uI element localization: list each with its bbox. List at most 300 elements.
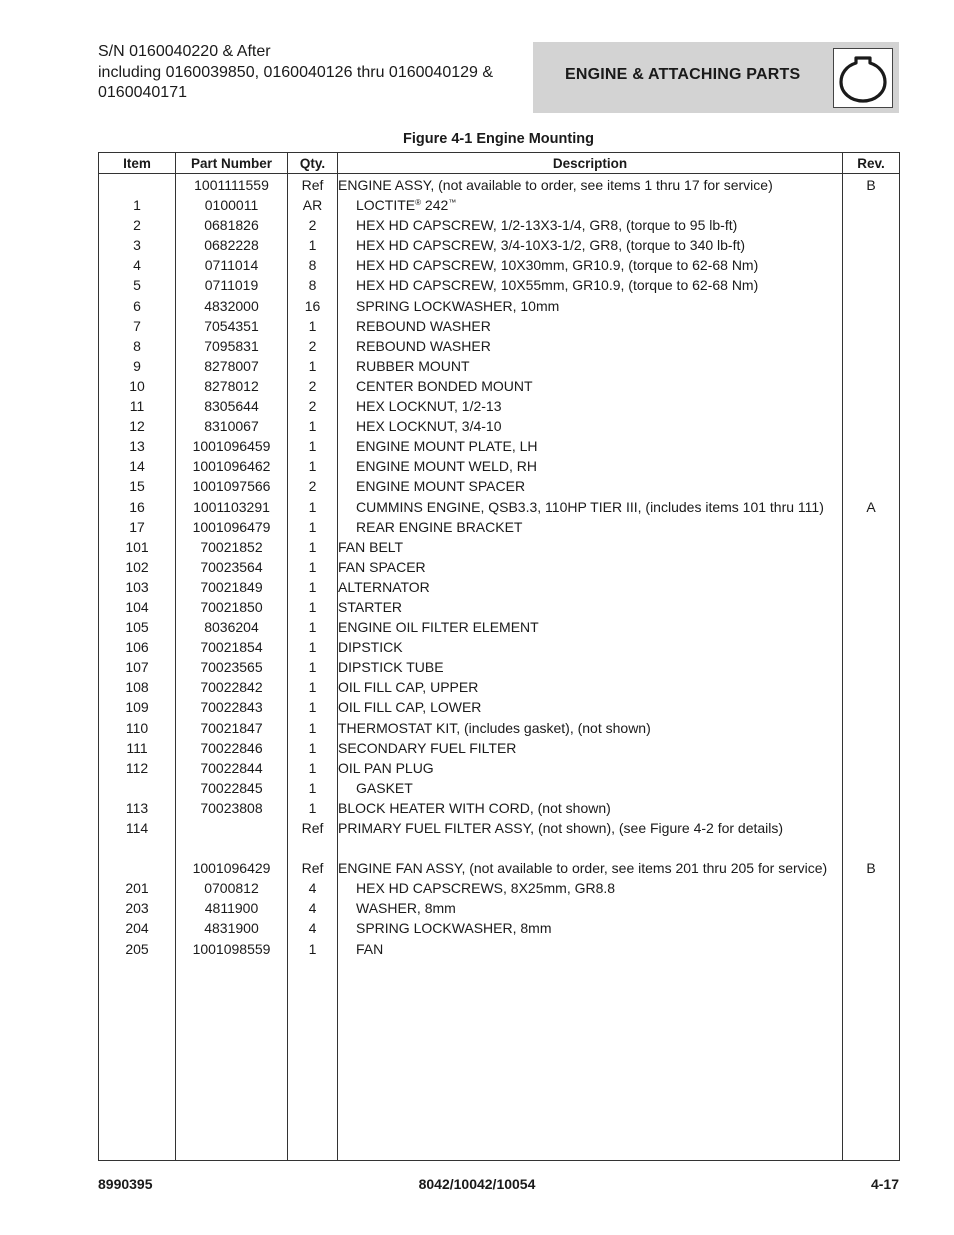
table-row: [99, 657, 900, 677]
table-row: [99, 818, 900, 838]
rev-cell: [843, 436, 900, 456]
part-number-cell: 1001096462: [176, 456, 288, 476]
qty-cell: 1: [288, 657, 338, 677]
qty-cell: 1: [288, 517, 338, 537]
description-cell: [338, 416, 843, 436]
description-cell: [338, 557, 843, 577]
table-row: [99, 174, 900, 196]
description-cell: [338, 657, 843, 677]
description-cell: [338, 255, 843, 275]
item-number-cell: [99, 838, 176, 858]
rev-cell: [843, 878, 900, 898]
engine-outline-icon: [833, 48, 893, 108]
description-text: FAN SPACER: [338, 558, 426, 575]
rev-cell: [843, 396, 900, 416]
rev-cell: [843, 215, 900, 235]
rev-cell: [843, 476, 900, 496]
rev-cell: B: [843, 858, 900, 878]
item-number-cell: 9: [99, 356, 176, 376]
qty-cell: 2: [288, 336, 338, 356]
qty-cell: 1: [288, 316, 338, 336]
part-number-cell: 70022842: [176, 677, 288, 697]
description-text: FAN BELT: [338, 538, 404, 555]
qty-cell: 1: [288, 637, 338, 657]
description-cell: [338, 878, 843, 898]
description-cell: [338, 597, 843, 617]
serial-number-block: [98, 42, 528, 104]
rev-cell: [843, 818, 900, 838]
qty-cell: 2: [288, 396, 338, 416]
empty-cell: [176, 959, 288, 1161]
description-text: WASHER, 8mm: [356, 900, 456, 917]
rev-cell: [843, 597, 900, 617]
empty-cell: [338, 959, 843, 1161]
column-header-qty: Qty.: [288, 153, 338, 174]
rev-cell: [843, 939, 900, 959]
table-row: [99, 798, 900, 818]
qty-cell: 1: [288, 557, 338, 577]
description-text: RUBBER MOUNT: [356, 357, 470, 374]
rev-cell: A: [843, 497, 900, 517]
qty-cell: [288, 838, 338, 858]
description-text: HEX LOCKNUT, 3/4-10: [356, 418, 502, 435]
part-number-cell: 70022845: [176, 778, 288, 798]
rev-cell: [843, 537, 900, 557]
description-cell: [338, 195, 843, 215]
item-number-cell: 14: [99, 456, 176, 476]
description-cell: [338, 818, 843, 838]
description-text: HEX HD CAPSCREW, 10X30mm, GR10.9, (torque to 62-68 Nm): [356, 257, 759, 274]
description-cell: [338, 838, 843, 858]
table-row: [99, 316, 900, 336]
qty-cell: Ref: [288, 174, 338, 196]
description-cell: [338, 476, 843, 496]
column-header-description: Description: [338, 153, 843, 174]
table-row: [99, 416, 900, 436]
table-row: [99, 336, 900, 356]
description-text: SECONDARY FUEL FILTER: [338, 739, 517, 756]
description-cell: [338, 396, 843, 416]
table-row: [99, 215, 900, 235]
description-text: DIPSTICK: [338, 639, 403, 656]
part-number-cell: 1001096429: [176, 858, 288, 878]
table-row: [99, 918, 900, 938]
rev-cell: [843, 617, 900, 637]
part-number-cell: 8278007: [176, 356, 288, 376]
description-text: HEX LOCKNUT, 1/2-13: [356, 398, 502, 415]
item-number-cell: 108: [99, 677, 176, 697]
part-number-cell: 70021854: [176, 637, 288, 657]
part-number-cell: 1001111559: [176, 174, 288, 196]
part-number-cell: 70023564: [176, 557, 288, 577]
description-cell: [338, 174, 843, 196]
section-title: ENGINE & ATTACHING PARTS: [565, 66, 801, 83]
table-row: [99, 537, 900, 557]
column-header-item: Item: [99, 153, 176, 174]
part-number-cell: 1001098559: [176, 939, 288, 959]
item-number-cell: [99, 174, 176, 196]
item-number-cell: 110: [99, 718, 176, 738]
qty-cell: 1: [288, 356, 338, 376]
qty-cell: 1: [288, 597, 338, 617]
qty-cell: 1: [288, 456, 338, 476]
description-text: HEX HD CAPSCREW, 10X55mm, GR10.9, (torque to 62-68 Nm): [356, 277, 759, 294]
part-number-cell: 70021849: [176, 577, 288, 597]
description-text: FAN: [356, 940, 384, 957]
empty-cell: [288, 959, 338, 1161]
item-number-cell: 107: [99, 657, 176, 677]
qty-cell: 2: [288, 376, 338, 396]
item-number-cell: 105: [99, 617, 176, 637]
rev-cell: [843, 376, 900, 396]
qty-cell: 1: [288, 697, 338, 717]
table-header-row: [99, 153, 900, 174]
part-number-cell: 1001097566: [176, 476, 288, 496]
item-number-cell: 203: [99, 898, 176, 918]
trademark-mark: ™: [448, 198, 457, 208]
rev-cell: [843, 517, 900, 537]
item-number-cell: 204: [99, 918, 176, 938]
empty-cell: [99, 959, 176, 1161]
qty-cell: 1: [288, 416, 338, 436]
description-text: HEX HD CAPSCREW, 1/2-13X3-1/4, GR8, (torque to 95 lb-ft): [356, 217, 738, 234]
part-number-cell: 4832000: [176, 296, 288, 316]
item-number-cell: 13: [99, 436, 176, 456]
table-row: [99, 597, 900, 617]
rev-cell: [843, 697, 900, 717]
qty-cell: 2: [288, 476, 338, 496]
rev-cell: [843, 718, 900, 738]
description-cell: [338, 517, 843, 537]
rev-cell: [843, 235, 900, 255]
description-cell: [338, 577, 843, 597]
table-row: [99, 296, 900, 316]
table-row: [99, 898, 900, 918]
description-cell: [338, 677, 843, 697]
part-number-cell: 0681826: [176, 215, 288, 235]
description-cell: [338, 738, 843, 758]
qty-cell: 1: [288, 235, 338, 255]
description-cell: [338, 778, 843, 798]
part-number-cell: 4811900: [176, 898, 288, 918]
description-text: HEX HD CAPSCREWS, 8X25mm, GR8.8: [356, 880, 616, 897]
qty-cell: 1: [288, 497, 338, 517]
rev-cell: [843, 255, 900, 275]
serial-line: S/N 0160040220 & After: [98, 43, 271, 60]
description-text: ENGINE FAN ASSY, (not available to order, see items 201 thru 205 for service): [338, 860, 828, 877]
qty-cell: AR: [288, 195, 338, 215]
serial-line: including 0160039850, 0160040126 thru 0160040129 &: [98, 63, 494, 81]
rev-cell: [843, 416, 900, 436]
part-number-cell: 70023565: [176, 657, 288, 677]
rev-cell: [843, 898, 900, 918]
table-row: [99, 738, 900, 758]
table-row: [99, 617, 900, 637]
part-number-cell: 1001103291: [176, 497, 288, 517]
rev-cell: [843, 275, 900, 295]
description-text: SPRING LOCKWASHER, 8mm: [356, 920, 552, 937]
part-number-cell: 0100011: [176, 195, 288, 215]
description-text: GASKET: [356, 779, 413, 796]
description-text: ALTERNATOR: [338, 578, 430, 595]
description-text: ENGINE OIL FILTER ELEMENT: [338, 619, 539, 636]
item-number-cell: 16: [99, 497, 176, 517]
qty-cell: 16: [288, 296, 338, 316]
description-text: PRIMARY FUEL FILTER ASSY, (not shown), (see Figure 4-2 for details): [338, 820, 784, 836]
table-row: [99, 939, 900, 959]
rev-cell: [843, 356, 900, 376]
rev-cell: [843, 838, 900, 858]
qty-cell: Ref: [288, 858, 338, 878]
item-number-cell: 109: [99, 697, 176, 717]
item-number-cell: 111: [99, 738, 176, 758]
document-number: 8990395: [98, 1176, 153, 1192]
description-text: OIL FILL CAP, UPPER: [338, 679, 479, 696]
qty-cell: 1: [288, 677, 338, 697]
item-number-cell: 3: [99, 235, 176, 255]
item-number-cell: 1: [99, 195, 176, 215]
part-number-cell: 1001096459: [176, 436, 288, 456]
parts-table-body: [99, 174, 900, 1161]
rev-cell: [843, 316, 900, 336]
item-number-cell: 6: [99, 296, 176, 316]
qty-cell: 8: [288, 255, 338, 275]
table-row: [99, 697, 900, 717]
item-number-cell: 104: [99, 597, 176, 617]
table-row: [99, 396, 900, 416]
qty-cell: 1: [288, 537, 338, 557]
qty-cell: 1: [288, 577, 338, 597]
description-text: ENGINE ASSY, (not available to order, see items 1 thru 17 for service): [338, 177, 773, 193]
description-text: ENGINE MOUNT WELD, RH: [356, 458, 537, 475]
rev-cell: [843, 677, 900, 697]
part-number-cell: 70022844: [176, 758, 288, 778]
description-cell: [338, 537, 843, 557]
part-number-cell: 70021852: [176, 537, 288, 557]
rev-cell: [843, 557, 900, 577]
part-number-cell: 70023808: [176, 798, 288, 818]
table-row: [99, 456, 900, 476]
description-text: CUMMINS ENGINE, QSB3.3, 110HP TIER III, (includes items 101 thru 111): [356, 498, 824, 515]
part-number-cell: 7095831: [176, 336, 288, 356]
qty-cell: 4: [288, 898, 338, 918]
table-row: [99, 497, 900, 517]
column-header-rev: Rev.: [843, 153, 900, 174]
part-number-cell: 70022846: [176, 738, 288, 758]
part-number-cell: 70021850: [176, 597, 288, 617]
item-number-cell: 2: [99, 215, 176, 235]
rev-cell: [843, 336, 900, 356]
qty-cell: 1: [288, 798, 338, 818]
rev-cell: [843, 918, 900, 938]
description-suffix: 242: [421, 197, 449, 214]
description-cell: [338, 456, 843, 476]
table-row: [99, 677, 900, 697]
item-number-cell: 201: [99, 878, 176, 898]
part-number-cell: 1001096479: [176, 517, 288, 537]
description-cell: [338, 697, 843, 717]
model-numbers: 8042/10042/10054: [418, 1176, 536, 1192]
part-number-cell: 0711014: [176, 255, 288, 275]
description-text: REAR ENGINE BRACKET: [356, 518, 523, 535]
item-number-cell: 101: [99, 537, 176, 557]
empty-cell: [843, 959, 900, 1161]
description-text: REBOUND WASHER: [356, 317, 491, 334]
description-cell: [338, 316, 843, 336]
qty-cell: 2: [288, 215, 338, 235]
item-number-cell: 205: [99, 939, 176, 959]
description-cell: [338, 215, 843, 235]
rev-cell: [843, 738, 900, 758]
description-cell: [338, 718, 843, 738]
description-text: ENGINE MOUNT PLATE, LH: [356, 438, 538, 455]
rev-cell: [843, 758, 900, 778]
column-header-part-number: Part Number: [176, 153, 288, 174]
description-cell: [338, 497, 843, 517]
part-number-cell: 8310067: [176, 416, 288, 436]
table-row: [99, 838, 900, 858]
table-row: [99, 235, 900, 255]
part-number-cell: 8305644: [176, 396, 288, 416]
description-cell: [338, 939, 843, 959]
section-tab: [533, 42, 899, 113]
table-row: [99, 376, 900, 396]
table-row: [99, 255, 900, 275]
rev-cell: [843, 637, 900, 657]
description-text: SPRING LOCKWASHER, 10mm: [356, 297, 560, 314]
item-number-cell: 4: [99, 255, 176, 275]
part-number-cell: 0711019: [176, 275, 288, 295]
item-number-cell: 10: [99, 376, 176, 396]
table-row: [99, 718, 900, 738]
description-text: THERMOSTAT KIT, (includes gasket), (not shown): [338, 719, 651, 736]
description-text: REBOUND WASHER: [356, 337, 491, 354]
table-row: [99, 758, 900, 778]
part-number-cell: [176, 838, 288, 858]
description-text: HEX HD CAPSCREW, 3/4-10X3-1/2, GR8, (torque to 340 lb-ft): [356, 237, 746, 254]
description-text: CENTER BONDED MOUNT: [356, 377, 533, 394]
table-row: [99, 858, 900, 878]
qty-cell: 1: [288, 436, 338, 456]
table-row: [99, 517, 900, 537]
table-row: [99, 476, 900, 496]
item-number-cell: 12: [99, 416, 176, 436]
description-text: OIL PAN PLUG: [338, 759, 434, 776]
table-row: [99, 275, 900, 295]
description-cell: [338, 617, 843, 637]
description-cell: [338, 918, 843, 938]
item-number-cell: 8: [99, 336, 176, 356]
table-filler-row: [99, 959, 900, 1161]
qty-cell: 1: [288, 718, 338, 738]
description-cell: [338, 275, 843, 295]
item-number-cell: 15: [99, 476, 176, 496]
table-row: [99, 637, 900, 657]
description-cell: [338, 858, 843, 878]
qty-cell: 4: [288, 878, 338, 898]
item-number-cell: 113: [99, 798, 176, 818]
part-number-cell: 70022843: [176, 697, 288, 717]
table-row: [99, 577, 900, 597]
figure-title: Figure 4-1 Engine Mounting: [403, 131, 594, 147]
description-text: DIPSTICK TUBE: [338, 659, 444, 676]
description-text: STARTER: [338, 598, 403, 615]
serial-line: 0160040171: [98, 84, 187, 101]
item-number-cell: 114: [99, 818, 176, 838]
description-cell: [338, 235, 843, 255]
qty-cell: 8: [288, 275, 338, 295]
rev-cell: [843, 577, 900, 597]
part-number-cell: [176, 818, 288, 838]
qty-cell: 1: [288, 939, 338, 959]
item-number-cell: [99, 858, 176, 878]
qty-cell: 1: [288, 738, 338, 758]
registered-mark: ®: [415, 198, 422, 208]
part-number-cell: 8278012: [176, 376, 288, 396]
description-text: LOCTITE: [356, 197, 416, 214]
part-number-cell: 7054351: [176, 316, 288, 336]
rev-cell: [843, 195, 900, 215]
table-row: [99, 778, 900, 798]
part-number-cell: 4831900: [176, 918, 288, 938]
item-number-cell: 112: [99, 758, 176, 778]
part-number-cell: 0700812: [176, 878, 288, 898]
description-cell: [338, 637, 843, 657]
part-number-cell: 0682228: [176, 235, 288, 255]
rev-cell: [843, 456, 900, 476]
description-cell: [338, 898, 843, 918]
description-text: ENGINE MOUNT SPACER: [356, 478, 526, 495]
item-number-cell: 103: [99, 577, 176, 597]
item-number-cell: 7: [99, 316, 176, 336]
description-text: BLOCK HEATER WITH CORD, (not shown): [338, 799, 611, 816]
item-number-cell: 5: [99, 275, 176, 295]
rev-cell: [843, 657, 900, 677]
table-row: [99, 878, 900, 898]
qty-cell: Ref: [288, 818, 338, 838]
description-cell: [338, 436, 843, 456]
item-number-cell: 102: [99, 557, 176, 577]
table-row: [99, 195, 900, 215]
qty-cell: 1: [288, 617, 338, 637]
qty-cell: 4: [288, 918, 338, 938]
parts-table: [98, 152, 900, 1161]
description-cell: [338, 798, 843, 818]
rev-cell: [843, 296, 900, 316]
description-cell: [338, 356, 843, 376]
rev-cell: [843, 778, 900, 798]
part-number-cell: 8036204: [176, 617, 288, 637]
item-number-cell: 17: [99, 517, 176, 537]
table-row: [99, 557, 900, 577]
item-number-cell: 11: [99, 396, 176, 416]
item-number-cell: 106: [99, 637, 176, 657]
table-row: [99, 436, 900, 456]
description-cell: [338, 758, 843, 778]
description-cell: [338, 376, 843, 396]
page-number: 4-17: [870, 1176, 899, 1192]
description-text: OIL FILL CAP, LOWER: [338, 699, 482, 716]
rev-cell: [843, 798, 900, 818]
description-cell: [338, 296, 843, 316]
item-number-cell: [99, 778, 176, 798]
part-number-cell: 70021847: [176, 718, 288, 738]
rev-cell: B: [843, 174, 900, 196]
qty-cell: 1: [288, 778, 338, 798]
description-cell: [338, 336, 843, 356]
qty-cell: 1: [288, 758, 338, 778]
table-row: [99, 356, 900, 376]
